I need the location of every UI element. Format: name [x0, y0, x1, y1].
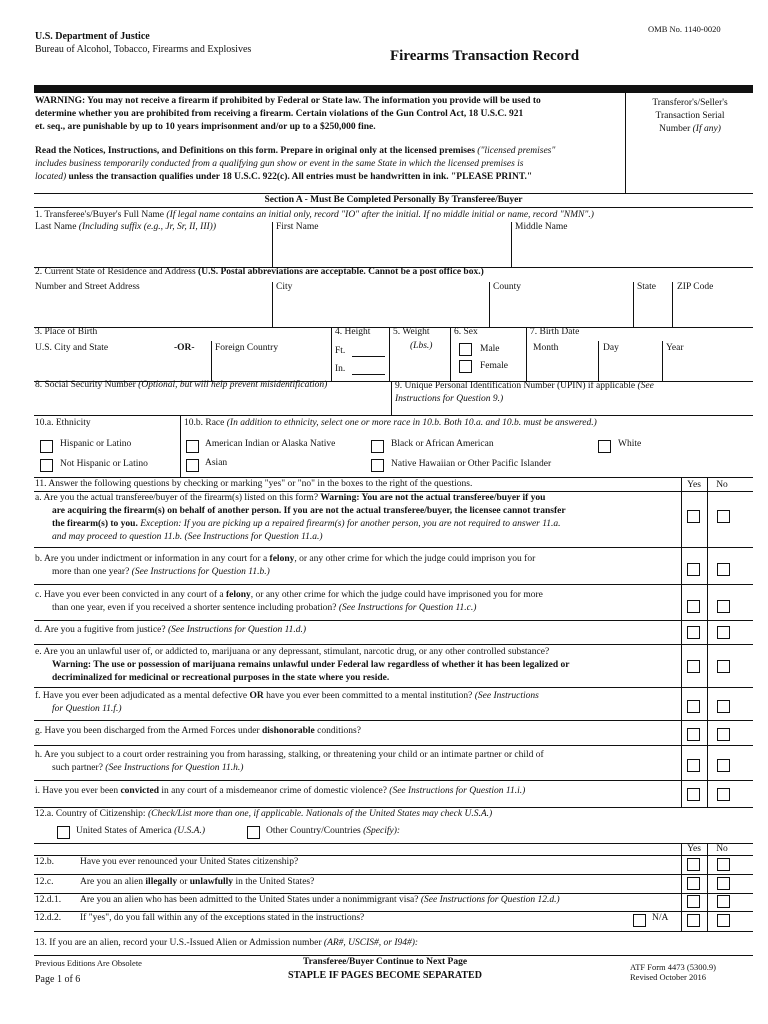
rule [34, 780, 753, 781]
rule [34, 874, 753, 875]
q6-label: 6. Sex [454, 327, 478, 337]
q12d1-text [80, 895, 560, 907]
rule [526, 327, 527, 381]
usa-checkbox[interactable] [57, 826, 70, 839]
q-text: more than one year? [52, 567, 132, 577]
black-label: Black or African American [391, 439, 494, 449]
q-text: (See Instructions for Question 12.d.) [420, 895, 560, 905]
q5-label: 5. Weight [393, 327, 430, 337]
q11b-yes-checkbox[interactable] [687, 563, 700, 576]
q12b-yes-checkbox[interactable] [687, 858, 700, 871]
q-text: Are you an alien [80, 877, 146, 887]
birth-month-field[interactable]: Month [533, 343, 559, 353]
other-country-checkbox[interactable] [247, 826, 260, 839]
upin-field[interactable] [395, 380, 751, 406]
rule [272, 222, 273, 267]
q2-note: (U.S. Postal abbreviations are acceptable. Cannot be a post office box.) [198, 267, 484, 277]
q11a-yes-checkbox[interactable] [687, 510, 700, 523]
rule [34, 807, 753, 808]
last-name-field[interactable] [35, 222, 216, 234]
asian-label: Asian [205, 458, 228, 468]
q11a-text [35, 492, 679, 544]
q-text: , or any other crime for which the judge could imprison you for [294, 554, 536, 564]
not-hispanic-checkbox[interactable] [40, 459, 53, 472]
notice-text: unless the transaction qualifies under 18 U.S.C. 922(c). All entries must be handwritten in ink. "PLEASE PRINT." [66, 172, 533, 182]
yes-header: Yes [687, 844, 701, 854]
rule [34, 193, 753, 194]
q-text: in any court of a misdemeanor crime of domestic violence? [159, 786, 390, 796]
q11f-yes-checkbox[interactable] [687, 700, 700, 713]
state-field[interactable]: State [637, 282, 656, 292]
no-header: No [716, 480, 728, 490]
q-text: Exception: If you are picking up a repaired firearm(s) for another person, you are not required to answer 11.a. [137, 519, 561, 529]
serial-label: Number [659, 124, 693, 134]
rule [707, 477, 708, 807]
white-checkbox[interactable] [598, 440, 611, 453]
rule [672, 282, 673, 327]
height-in-label: In. [335, 364, 346, 374]
notice-text: Read the Notices, Instructions, and Definitions on this form. Prepare in original only at the licensed premises [35, 146, 475, 156]
q12d2-text: If "yes", do you fall within any of the exceptions stated in the instructions? [80, 913, 365, 923]
q-text: and may proceed to question 11.b. (See Instructions for Question 11.a.) [52, 532, 323, 542]
other-country-text: (Specify): [363, 826, 401, 836]
q12d2-yes-checkbox[interactable] [687, 914, 700, 927]
male-checkbox[interactable] [459, 343, 472, 356]
q-text: Warning: The use or possession of marijuana remains unlawful under Federal law regardless of whether it has been legalized or [52, 660, 570, 670]
q11g-text [35, 726, 361, 738]
white-label: White [618, 439, 642, 449]
ssn-field[interactable] [35, 380, 327, 392]
q-text: OR [249, 691, 264, 701]
rule [489, 282, 490, 327]
female-label: Female [480, 361, 508, 371]
rule [34, 644, 753, 645]
q-text: convicted [120, 786, 159, 796]
rule [34, 745, 753, 746]
rule [681, 843, 682, 931]
city-field[interactable]: City [276, 282, 293, 292]
nhpi-checkbox[interactable] [371, 459, 384, 472]
q-text: or [177, 877, 190, 887]
rule [34, 931, 753, 932]
warning-line: determine whether you are prohibited from receiving a firearm. Certain violations of the Gun Control Act, 18 U.S.C. 921 [35, 109, 524, 119]
usa-text: United States of America [76, 826, 175, 836]
q11h-yes-checkbox[interactable] [687, 759, 700, 772]
bureau-name: Bureau of Alcohol, Tobacco, Firearms and Explosives [35, 44, 252, 55]
q11i-text [35, 786, 525, 798]
q8-note: (Optional, but will help prevent misidentification) [138, 380, 328, 390]
aian-checkbox[interactable] [186, 440, 199, 453]
street-field[interactable]: Number and Street Address [35, 282, 140, 292]
female-checkbox[interactable] [459, 360, 472, 373]
q11d-yes-checkbox[interactable] [687, 626, 700, 639]
notice-text: ("licensed premises" [474, 146, 556, 156]
q1-label [35, 210, 750, 222]
rule [681, 477, 682, 807]
weight-unit: (Lbs.) [410, 341, 433, 351]
q13-title: 13. If you are an alien, record your U.S.-Issued Alien or Admission number [35, 938, 324, 948]
q-text: such partner? [52, 763, 106, 773]
q12a-label [35, 809, 492, 821]
serial-number-box[interactable] [628, 97, 752, 136]
male-label: Male [480, 344, 500, 354]
q12d1-number: 12.d.1. [35, 895, 62, 905]
q11g-no-checkbox[interactable] [717, 728, 730, 741]
nhpi-label: Native Hawaiian or Other Pacific Islander [391, 459, 552, 469]
q-text: than one year, even if you received a shorter sentence including probation? [52, 603, 339, 613]
rule [662, 341, 663, 381]
last-name-note: (Including suffix (e.g., Jr, Sr, II, III)) [78, 222, 216, 232]
q-text: , or any other crime for which the judge could have imprisoned you for more [250, 590, 543, 600]
header-rule [34, 85, 753, 93]
q10b-note: (In addition to ethnicity, select one or more race in 10.b. Both 10.a. and 10.b. must be answered.) [226, 418, 597, 428]
q11-label: 11. Answer the following questions by checking or marking "yes" or "no" in the boxes to the right of the questions. [35, 479, 473, 489]
no-header: No [716, 844, 728, 854]
omb-number: OMB No. 1140-0020 [648, 24, 721, 34]
q-text: dishonorable [261, 726, 315, 736]
q-text: Warning: You are not the actual transferee/buyer if you [320, 493, 546, 503]
q-text: (See Instructions [474, 691, 539, 701]
q-text: conditions? [314, 726, 361, 736]
q11e-yes-checkbox[interactable] [687, 660, 700, 673]
warning-block [35, 95, 630, 184]
black-checkbox[interactable] [371, 440, 384, 453]
rule [211, 341, 212, 381]
height-ft-input[interactable] [352, 356, 385, 357]
q-text: decriminalized for medicinal or recreational purposes in the state where you reside. [52, 673, 390, 683]
q11h-no-checkbox[interactable] [717, 759, 730, 772]
q12d1-yes-checkbox[interactable] [687, 895, 700, 908]
q11b-text [35, 553, 679, 579]
q11c-yes-checkbox[interactable] [687, 600, 700, 613]
height-in-input[interactable] [352, 374, 385, 375]
q-text: (See Instructions for Question 11.d.) [167, 625, 307, 635]
rule [34, 687, 753, 688]
q7-label: 7. Birth Date [530, 327, 580, 337]
q9-title: 9. Unique Personal Identification Number (UPIN) if applicable [395, 381, 638, 391]
rule [34, 855, 753, 856]
last-name-label: Last Name [35, 222, 79, 232]
q8-title: 8. Social Security Number [35, 380, 139, 390]
q12d2-na-checkbox[interactable] [633, 914, 646, 927]
rule [34, 547, 753, 548]
q10b-label [184, 418, 597, 430]
q12d2-number: 12.d.2. [35, 913, 62, 923]
q-text: (See Instructions for Question 11.h.) [105, 763, 244, 773]
q-text: h. Are you subject to a court order restraining you from harassing, stalking, or threatening your child or an intimate partner or child of [35, 750, 544, 760]
q-text: e. Are you an unlawful user of, or addicted to, marijuana or any depressant, stimulant, narcotic drug, or any other controlled substance? [35, 647, 550, 657]
rule [707, 843, 708, 931]
q1-note: (If legal name contains an initial only, record "IO" after the initial. If no middle initial or name, record "NMN".) [166, 210, 594, 220]
warning-line: WARNING: You may not receive a firearm if prohibited by Federal or State law. The information you provide will be used to [35, 96, 541, 106]
q9-note: Instructions for Question 9.) [395, 394, 504, 404]
or-label: -OR- [174, 343, 195, 353]
middle-name-field[interactable]: Middle Name [515, 222, 568, 232]
q11d-text [35, 625, 306, 637]
q3-label: 3. Place of Birth [35, 327, 98, 337]
foreign-birthplace-field[interactable]: Foreign Country [215, 343, 279, 353]
q-text: for Question 11.f.) [52, 704, 122, 714]
q11i-no-checkbox[interactable] [717, 788, 730, 801]
hispanic-label: Hispanic or Latino [60, 439, 132, 449]
zip-field[interactable]: ZIP Code [677, 282, 714, 292]
previous-editions-note: Previous Editions Are Obsolete [35, 958, 142, 968]
first-name-field[interactable]: First Name [276, 222, 319, 232]
q12b-text: Have you ever renounced your United States citizenship? [80, 857, 299, 867]
q-text: Are you an alien who has been admitted to the United States under a nonimmigrant visa? [80, 895, 421, 905]
warning-line: et. seq., are punishable by up to 10 years imprisonment and/or up to a $250,000 fine. [35, 122, 376, 132]
other-country-label [266, 826, 400, 838]
q11f-no-checkbox[interactable] [717, 700, 730, 713]
section-a-heading: Section A - Must Be Completed Personally By Transferee/Buyer [264, 195, 523, 205]
other-country-text: Other Country/Countries [266, 826, 364, 836]
q-text: (See Instructions for Question 11.i.) [389, 786, 526, 796]
q11h-text [35, 749, 679, 775]
alien-number-field[interactable] [35, 938, 418, 950]
department-name: U.S. Department of Justice [35, 31, 150, 42]
rule [272, 282, 273, 327]
rule [598, 341, 599, 381]
page-number: Page 1 of 6 [35, 974, 81, 985]
rule [633, 282, 634, 327]
q-text: (See Instructions for Question 11.c.) [338, 603, 477, 613]
q-text: c. Have you ever been convicted in any court of a [35, 590, 226, 600]
q-text: (See Instructions for Question 11.b.) [131, 567, 270, 577]
q12b-number: 12.b. [35, 857, 54, 867]
q-text: felony [225, 590, 251, 600]
na-label: N/A [652, 913, 669, 923]
county-field[interactable]: County [493, 282, 521, 292]
q11i-yes-checkbox[interactable] [687, 788, 700, 801]
asian-checkbox[interactable] [186, 459, 199, 472]
rule [34, 477, 753, 478]
us-birthplace-field[interactable]: U.S. City and State [35, 343, 109, 353]
q2-label [35, 267, 484, 279]
q-text: g. Have you been discharged from the Armed Forces under [35, 726, 262, 736]
revision-date: Revised October 2016 [630, 972, 707, 982]
q11a-no-checkbox[interactable] [717, 510, 730, 523]
rule [511, 222, 512, 267]
rule [34, 893, 753, 894]
q2-title: 2. Current State of Residence and Address [35, 267, 199, 277]
height-ft-label: Ft. [335, 346, 346, 356]
serial-label: (If any) [692, 124, 721, 134]
rule [34, 207, 753, 208]
hispanic-checkbox[interactable] [40, 440, 53, 453]
birth-day-field[interactable]: Day [603, 343, 619, 353]
q12a-note: (Check/List more than one, if applicable. Nationals of the United States may check U.S.A.) [147, 809, 493, 819]
q-text: in the United States? [233, 877, 315, 887]
staple-note: STAPLE IF PAGES BECOME SEPARATED [288, 970, 482, 981]
notice-text: includes business temporarily conducted from a qualifying gun show or event in the same State in which the licensed premises is [35, 159, 524, 169]
q9-note: (See [637, 381, 654, 391]
rule [331, 327, 332, 381]
q12c-no-checkbox[interactable] [717, 877, 730, 890]
yes-header: Yes [687, 480, 701, 490]
q-text: i. Have you ever been [35, 786, 121, 796]
rule [389, 327, 390, 381]
q4-label: 4. Height [335, 327, 371, 337]
q-text: d. Are you a fugitive from justice? [35, 625, 168, 635]
q12c-number: 12.c. [35, 877, 54, 887]
rule [34, 911, 753, 912]
rule [34, 415, 753, 416]
q-text: felony [269, 554, 295, 564]
q11e-text [35, 646, 679, 685]
continue-note: Transferee/Buyer Continue to Next Page [302, 957, 468, 967]
aian-label: American Indian or Alaska Native [205, 439, 336, 449]
rule [34, 843, 753, 844]
q1-title: 1. Transferee's/Buyer's Full Name [35, 210, 167, 220]
q11g-yes-checkbox[interactable] [687, 728, 700, 741]
q11d-no-checkbox[interactable] [717, 626, 730, 639]
q12c-yes-checkbox[interactable] [687, 877, 700, 890]
q-text: the firearm(s) to you. [52, 519, 138, 529]
rule [34, 620, 753, 621]
q11c-no-checkbox[interactable] [717, 600, 730, 613]
q-text: unlawfully [189, 877, 234, 887]
q10a-label: 10.a. Ethnicity [35, 418, 91, 428]
q-text: b. Are you under indictment or information in any court for a [35, 554, 270, 564]
q10b-title: 10.b. Race [184, 418, 227, 428]
q12d2-no-checkbox[interactable] [717, 914, 730, 927]
usa-label [76, 826, 205, 838]
q12b-no-checkbox[interactable] [717, 858, 730, 871]
serial-label: Transferor's/Seller's [652, 98, 728, 108]
form-title: Firearms Transaction Record [390, 48, 580, 64]
q11e-no-checkbox[interactable] [717, 660, 730, 673]
q-text: a. Are you the actual transferee/buyer of the firearm(s) listed on this form? [35, 493, 321, 503]
q13-note: (AR#, USCIS#, or I94#): [323, 938, 419, 948]
rule [391, 381, 392, 415]
not-hispanic-label: Not Hispanic or Latino [60, 459, 148, 469]
serial-label: Transaction Serial [655, 111, 725, 121]
rule [34, 584, 753, 585]
q-text: have you ever been committed to a mental institution? [263, 691, 475, 701]
form-number: ATF Form 4473 (5300.9) [630, 962, 716, 972]
birth-year-field[interactable]: Year [666, 343, 684, 353]
rule [450, 327, 451, 381]
q-text: illegally [145, 877, 178, 887]
q11b-no-checkbox[interactable] [717, 563, 730, 576]
rule [180, 415, 181, 477]
q11f-text [35, 690, 679, 716]
q-text: f. Have you ever been adjudicated as a mental defective [35, 691, 250, 701]
q12d1-no-checkbox[interactable] [717, 895, 730, 908]
q12a-title: 12.a. Country of Citizenship: [35, 809, 148, 819]
rule [34, 720, 753, 721]
notice-text: located) [35, 172, 67, 182]
q11c-text [35, 589, 679, 615]
usa-text: (U.S.A.) [174, 826, 206, 836]
footer-rule [34, 955, 753, 956]
q-text: are acquiring the firearm(s) on behalf of another person. If you are not the actual transferee/buyer, the licensee cannot transfer [52, 506, 566, 516]
q12c-text [80, 877, 314, 889]
serial-divider [625, 93, 626, 193]
